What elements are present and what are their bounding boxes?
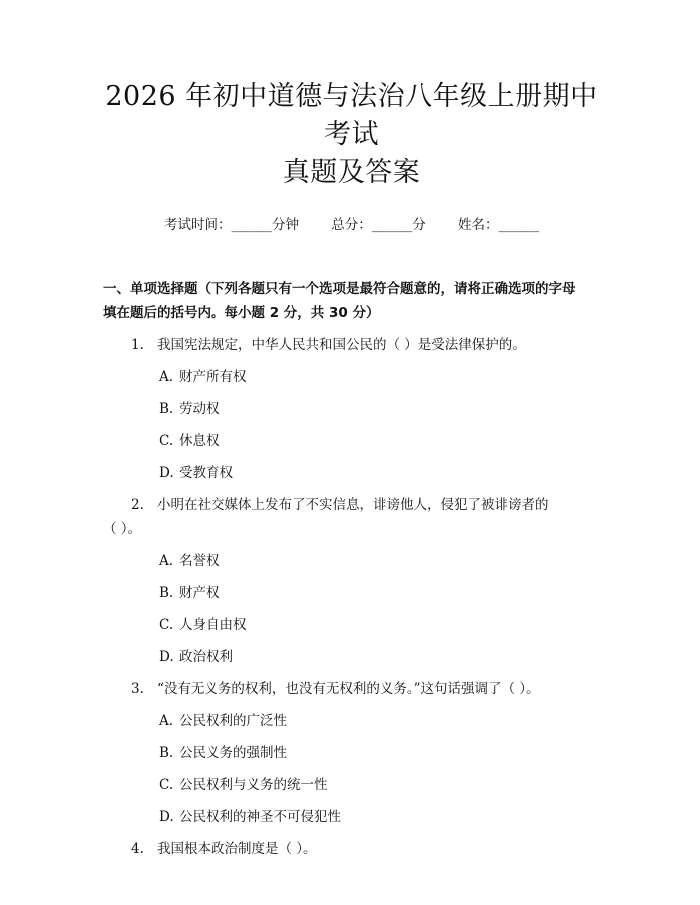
- option-letter: A.: [159, 369, 174, 385]
- option-text: 劳动权: [179, 401, 220, 417]
- option-c: [103, 613, 600, 637]
- option-text: 受教育权: [179, 465, 233, 481]
- question-1-options: [103, 365, 600, 485]
- section-heading-line-1: 一、单项选择题（下列各题只有一个选项是最符合题意的，请将正确选项的字母: [103, 281, 576, 297]
- option-d: [103, 645, 600, 669]
- option-c: [103, 429, 600, 453]
- option-letter: C.: [159, 433, 174, 449]
- section-heading-line-2: 填在题后的括号内。每小题 2 分，共 30 分）: [103, 305, 380, 321]
- option-b: [103, 741, 600, 765]
- option-text: 公民义务的强制性: [179, 745, 287, 761]
- option-text: 政治权利: [179, 649, 233, 665]
- option-letter: C.: [159, 777, 174, 793]
- question-number: 4.: [131, 841, 144, 857]
- option-text: 人身自由权: [179, 617, 247, 633]
- option-text: 公民权利的广泛性: [179, 713, 287, 729]
- question-text: 我国宪法规定，中华人民共和国公民的（ ）是受法律保护的。: [157, 337, 526, 353]
- title-line-1: 2026 年初中道德与法治八年级上册期中考试: [105, 81, 598, 150]
- option-letter: D.: [159, 649, 174, 665]
- option-text: 休息权: [179, 433, 220, 449]
- exam-time-field: 考试时间：______分钟: [163, 217, 299, 233]
- option-letter: D.: [159, 809, 174, 825]
- question-text: 我国根本政治制度是（ ）。: [157, 841, 317, 857]
- option-text: 财产所有权: [179, 369, 247, 385]
- option-b: [103, 581, 600, 605]
- title-line-2: 真题及答案: [282, 157, 421, 188]
- question-3-options: [103, 709, 600, 829]
- question-text: 小明在社交媒体上发布了不实信息，诽谤他人，侵犯了被诽谤者的: [157, 497, 549, 513]
- total-score-field: 总分：______分: [331, 217, 426, 233]
- section-heading-single-choice: [103, 277, 600, 325]
- option-a: [103, 365, 600, 389]
- option-text: 名誉权: [179, 553, 220, 569]
- option-letter: C.: [159, 617, 174, 633]
- question-number: 2.: [131, 497, 144, 513]
- option-c: [103, 773, 600, 797]
- option-letter: A.: [159, 553, 174, 569]
- option-a: [103, 549, 600, 573]
- question-3: [103, 677, 600, 701]
- question-number: 1.: [131, 337, 144, 353]
- question-number: 3.: [131, 681, 144, 697]
- exam-title: [103, 78, 600, 192]
- question-2-options: [103, 549, 600, 669]
- option-text: 财产权: [179, 585, 220, 601]
- option-d: [103, 805, 600, 829]
- question-text: “没有无义务的权利，也没有无权利的义务。”这句话强调了（ ）。: [157, 681, 540, 697]
- question-2: [103, 493, 600, 541]
- option-b: [103, 397, 600, 421]
- option-text: 公民权利与义务的统一性: [179, 777, 328, 793]
- option-letter: D.: [159, 465, 174, 481]
- option-letter: A.: [159, 713, 174, 729]
- option-text: 公民权利的神圣不可侵犯性: [179, 809, 341, 825]
- option-letter: B.: [159, 585, 174, 601]
- option-a: [103, 709, 600, 733]
- option-letter: B.: [159, 745, 174, 761]
- exam-meta: [103, 215, 600, 235]
- question-4: [103, 837, 600, 861]
- option-d: [103, 461, 600, 485]
- question-text-continued: （ ）。: [103, 521, 142, 537]
- student-name-field: 姓名：______: [458, 217, 540, 233]
- question-1: [103, 333, 600, 357]
- option-letter: B.: [159, 401, 174, 417]
